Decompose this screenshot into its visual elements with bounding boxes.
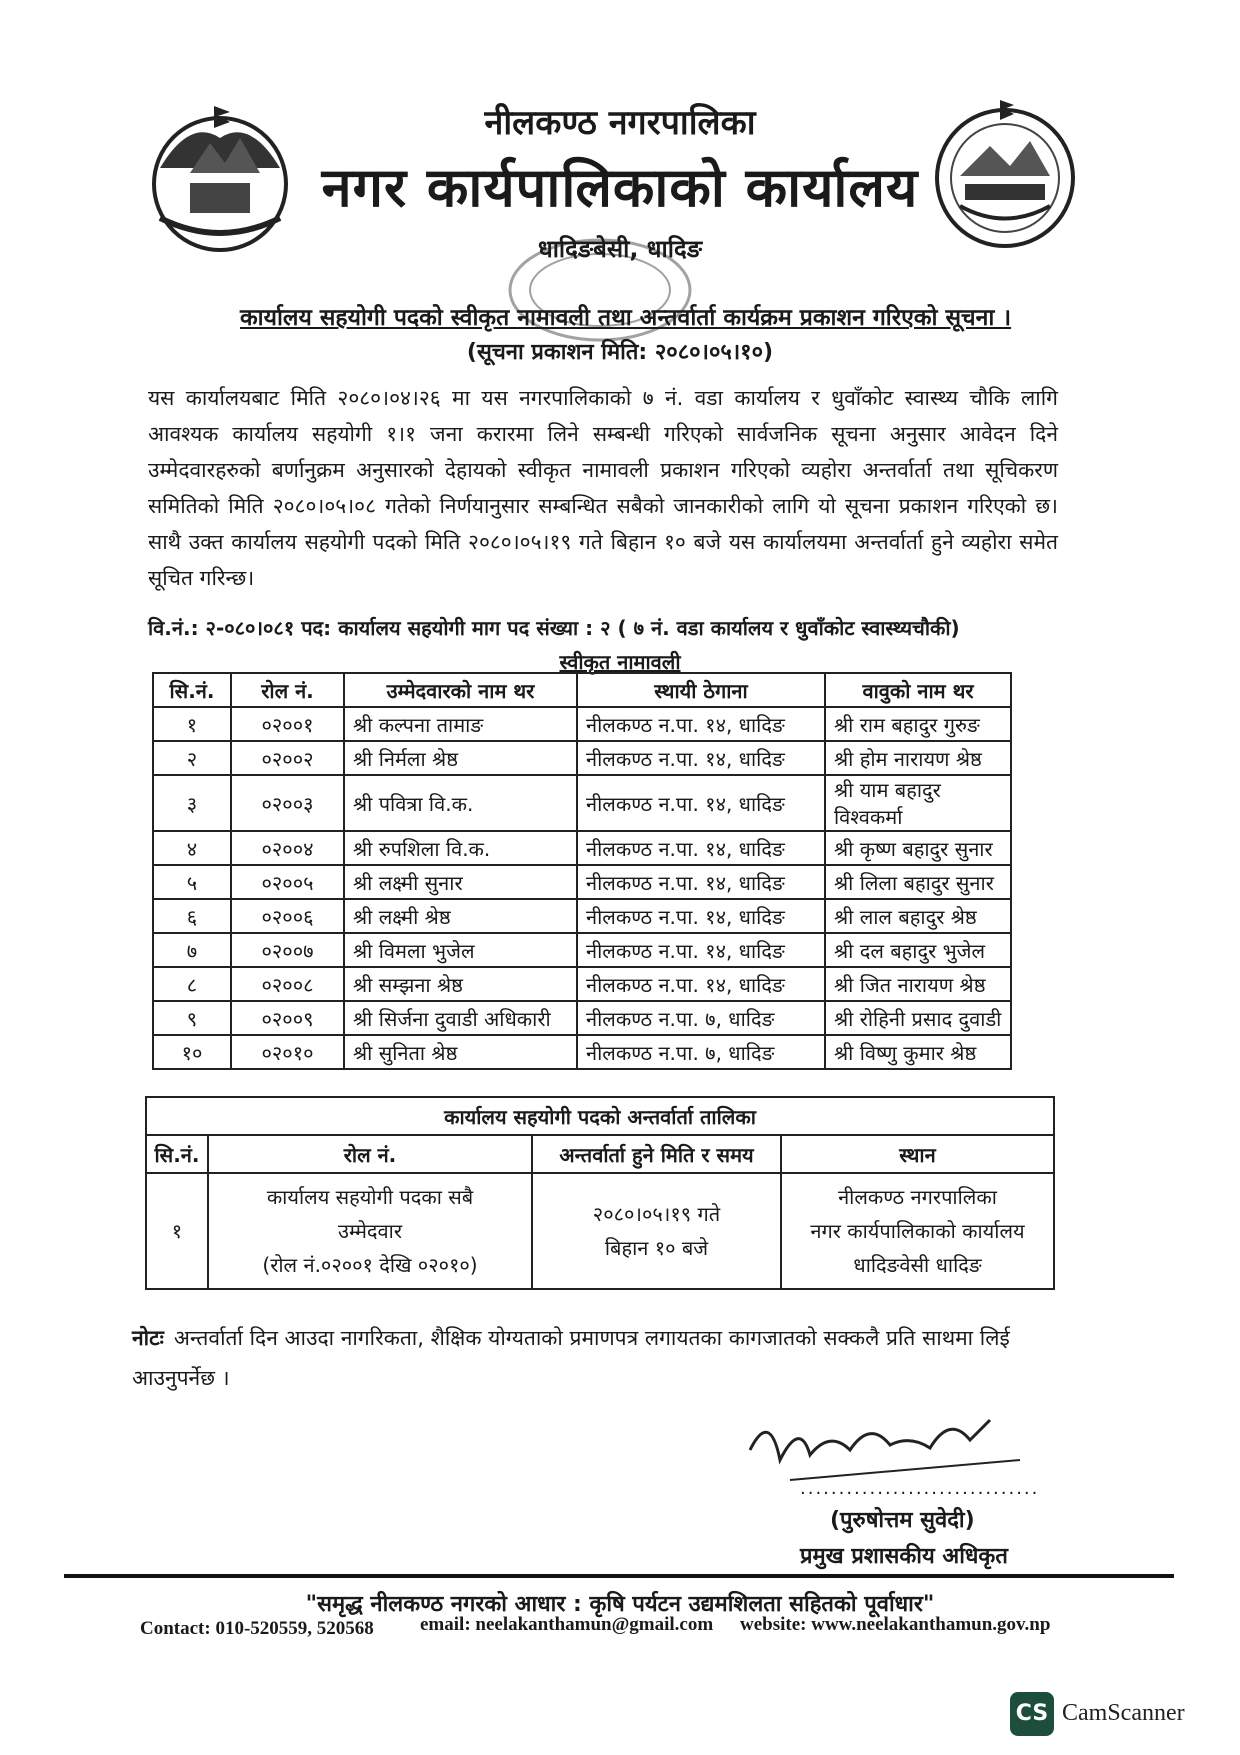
note-text: अन्तर्वार्ता दिन आउदा नागरिकता, शैक्षिक योग्यताको प्रमाणपत्र लगायतका कागजातको सक्कलै प्रति साथमा लिई आउनुपर्नेछ । — [132, 1326, 1010, 1390]
table-row — [153, 775, 1011, 831]
cell-sn: ३ — [153, 775, 231, 831]
cell-roll: ०२००२ — [231, 741, 344, 775]
cell-name: श्री कल्पना तामाङ — [344, 707, 577, 741]
cell-sn: ५ — [153, 865, 231, 899]
footer-website: website: www.neelakanthamun.gov.np — [740, 1614, 1051, 1635]
camscanner-watermark: CamScanner — [1062, 1700, 1185, 1726]
cell-address: नीलकण्ठ न.पा. ७, धादिङ — [577, 1035, 825, 1069]
place-line-1: नीलकण्ठ नगरपालिका — [838, 1185, 997, 1209]
advertisement-line: वि.नं.: २-०८०।०८१ पद: कार्यालय सहयोगी माग पद संख्या : २ ( ७ नं. वडा कार्यालय र धुवाँकोट स्वास्थ्यचौकी) — [148, 616, 960, 640]
cell-name: श्री रुपशिला वि.क. — [344, 831, 577, 865]
roll-line-2: उम्मेदवार — [338, 1219, 402, 1243]
cell-address: नीलकण्ठ न.पा. १४, धादिङ — [577, 865, 825, 899]
cell-address: नीलकण्ठ न.पा. १४, धादिङ — [577, 707, 825, 741]
place-line-2: नगर कार्यपालिकाको कार्यालय — [810, 1219, 1025, 1243]
cell-name: श्री पवित्रा वि.क. — [344, 775, 577, 831]
col-datetime: अन्तर्वार्ता हुने मिति र समय — [532, 1135, 781, 1173]
table-row — [153, 741, 1011, 775]
cell-sn: १ — [153, 707, 231, 741]
interview-place — [781, 1173, 1054, 1289]
notice-subject: कार्यालय सहयोगी पदको स्वीकृत नामावली तथा अन्तर्वार्ता कार्यक्रम प्रकाशन गरिएको सूचना । — [240, 305, 1012, 331]
table-row — [153, 1001, 1011, 1035]
cell-father: श्री दल बहादुर भुजेल — [825, 933, 1011, 967]
cell-address: नीलकण्ठ न.पा. १४, धादिङ — [577, 831, 825, 865]
cell-name: श्री लक्ष्मी सुनार — [344, 865, 577, 899]
notice-paragraph: यस कार्यालयबाट मिति २०८०।०४।२६ मा यस नगरपालिकाको ७ नं. वडा कार्यालय र धुवाँकोट स्वास्थ्य चौकि लागि आवश्यक कार्यालय सहयोगी १।१ जना करारमा लिने सम्बन्धी गरिएको सार्वजनिक सूचना अनुसार आवेदन दिने उम्मेदवारहरुको बर्णानुक्रम अनुसारको देहायको स्वीकृत नामावली प्रकाशन गरिएको व्यहोरा अन्तर्वार्ता तथा सूचिकरण समितिको मिति २०८०।०५।०८ गतेको निर्णयानुसार सम्बन्धित सबैको जानकारीको लागि यो सूचना प्रकाशन गरिएको छ।साथै उक्त कार्यालय सहयोगी पदको मिति २०८०।०५।१९ गते बिहान १० बजे यस कार्यालयमा अन्तर्वार्ता हुने व्यहोरा समेत सूचित गरिन्छ। — [148, 386, 1058, 590]
col-sn: सि.नं. — [146, 1135, 208, 1173]
col-roll: रोल नं. — [208, 1135, 532, 1173]
cell-address: नीलकण्ठ न.पा. १४, धादिङ — [577, 741, 825, 775]
cell-name: श्री सिर्जना दुवाडी अधिकारी — [344, 1001, 577, 1035]
note-label: नोटः — [132, 1326, 164, 1350]
table-header-row — [153, 673, 1011, 707]
office-title: नगर कार्यपालिकाको कार्यालय — [321, 156, 919, 219]
col-roll: रोल नं. — [231, 673, 344, 707]
note — [132, 1318, 1092, 1398]
interview-table — [145, 1096, 1055, 1290]
cell-father: श्री कृष्ण बहादुर सुनार — [825, 831, 1011, 865]
table-row — [153, 967, 1011, 1001]
cell-name: श्री विमला भुजेल — [344, 933, 577, 967]
cell-roll: ०२००८ — [231, 967, 344, 1001]
date-line-2: बिहान १० बजे — [604, 1236, 709, 1260]
cell-sn: ६ — [153, 899, 231, 933]
signature-line: ............................... — [800, 1478, 1040, 1499]
col-father: वावुको नाम थर — [825, 673, 1011, 707]
footer-divider — [64, 1574, 1174, 1578]
col-name: उम्मेदवारको नाम थर — [344, 673, 577, 707]
signatory-title: प्रमुख प्रशासकीय अधिकृत — [800, 1544, 1008, 1569]
cell-sn: ८ — [153, 967, 231, 1001]
cell-sn: ७ — [153, 933, 231, 967]
table-row — [153, 831, 1011, 865]
cell-roll: ०२००१ — [231, 707, 344, 741]
cell-father: श्री विष्णु कुमार श्रेष्ठ — [825, 1035, 1011, 1069]
cell-sn: ९ — [153, 1001, 231, 1035]
approved-list-title: स्वीकृत नामावली — [559, 650, 681, 674]
cell-name: श्री लक्ष्मी श्रेष्ठ — [344, 899, 577, 933]
table-row — [153, 899, 1011, 933]
interview-datetime — [532, 1173, 781, 1289]
col-sn: सि.नं. — [153, 673, 231, 707]
cell-father: श्री जित नारायण श्रेष्ठ — [825, 967, 1011, 1001]
cell-father: श्री याम बहादुर विश्वकर्मा — [825, 775, 1011, 831]
cell-address: नीलकण्ठ न.पा. १४, धादिङ — [577, 933, 825, 967]
table-row — [153, 933, 1011, 967]
cell-roll: ०२००३ — [231, 775, 344, 831]
roll-line-3: (रोल नं.०२००१ देखि ०२०१०) — [262, 1253, 478, 1277]
interview-table-caption: कार्यालय सहयोगी पदको अन्तर्वार्ता तालिका — [146, 1097, 1054, 1135]
table-row — [146, 1173, 1054, 1289]
date-line-1: २०८०।०५।१९ गते — [592, 1202, 721, 1226]
cell-father: श्री रोहिनी प्रसाद दुवाडी — [825, 1001, 1011, 1035]
cell-name: श्री निर्मला श्रेष्ठ — [344, 741, 577, 775]
camscanner-icon: CS — [1010, 1692, 1054, 1736]
cell-roll: ०२००५ — [231, 865, 344, 899]
table-row — [153, 865, 1011, 899]
cell-address: नीलकण्ठ न.पा. १४, धादिङ — [577, 967, 825, 1001]
col-place: स्थान — [781, 1135, 1054, 1173]
interview-sn: १ — [146, 1173, 208, 1289]
office-address: धादिङबेसी, धादिङ — [537, 235, 703, 263]
candidate-table — [152, 672, 1012, 1070]
cell-sn: १० — [153, 1035, 231, 1069]
cell-address: नीलकण्ठ न.पा. १४, धादिङ — [577, 899, 825, 933]
interview-roll — [208, 1173, 532, 1289]
cell-name: श्री सुनिता श्रेष्ठ — [344, 1035, 577, 1069]
cell-roll: ०२०१० — [231, 1035, 344, 1069]
footer-motto: "समृद्ध नीलकण्ठ नगरको आधार : कृषि पर्यटन उद्यमशिलता सहितको पूर्वाधार" — [305, 1592, 935, 1617]
cell-roll: ०२००६ — [231, 899, 344, 933]
cell-name: श्री सम्झना श्रेष्ठ — [344, 967, 577, 1001]
municipality-name: नीलकण्ठ नगरपालिका — [484, 103, 756, 143]
cell-sn: ४ — [153, 831, 231, 865]
cell-sn: २ — [153, 741, 231, 775]
cell-address: नीलकण्ठ न.पा. ७, धादिङ — [577, 1001, 825, 1035]
cell-father: श्री राम बहादुर गुरुङ — [825, 707, 1011, 741]
cell-roll: ०२००७ — [231, 933, 344, 967]
signatory-name: (पुरुषोत्तम सुवेदी) — [830, 1508, 975, 1533]
cell-father: श्री होम नारायण श्रेष्ठ — [825, 741, 1011, 775]
col-address: स्थायी ठेगाना — [577, 673, 825, 707]
table-row — [153, 707, 1011, 741]
cell-address: नीलकण्ठ न.पा. १४, धादिङ — [577, 775, 825, 831]
footer-contact: Contact: 010-520559, 520568 — [140, 1618, 374, 1639]
cell-father: श्री लिला बहादुर सुनार — [825, 865, 1011, 899]
footer-email: email: neelakanthamun@gmail.com — [420, 1614, 714, 1635]
cell-father: श्री लाल बहादुर श्रेष्ठ — [825, 899, 1011, 933]
roll-line-1: कार्यालय सहयोगी पदका सबै — [266, 1185, 474, 1209]
cell-roll: ०२००४ — [231, 831, 344, 865]
handwritten-signature — [730, 1400, 1030, 1490]
place-line-3: धादिङवेसी धादिङ — [853, 1253, 982, 1277]
table-row — [153, 1035, 1011, 1069]
cell-roll: ०२००९ — [231, 1001, 344, 1035]
publication-date: (सूचना प्रकाशन मिति: २०८०।०५।१०) — [466, 340, 774, 365]
